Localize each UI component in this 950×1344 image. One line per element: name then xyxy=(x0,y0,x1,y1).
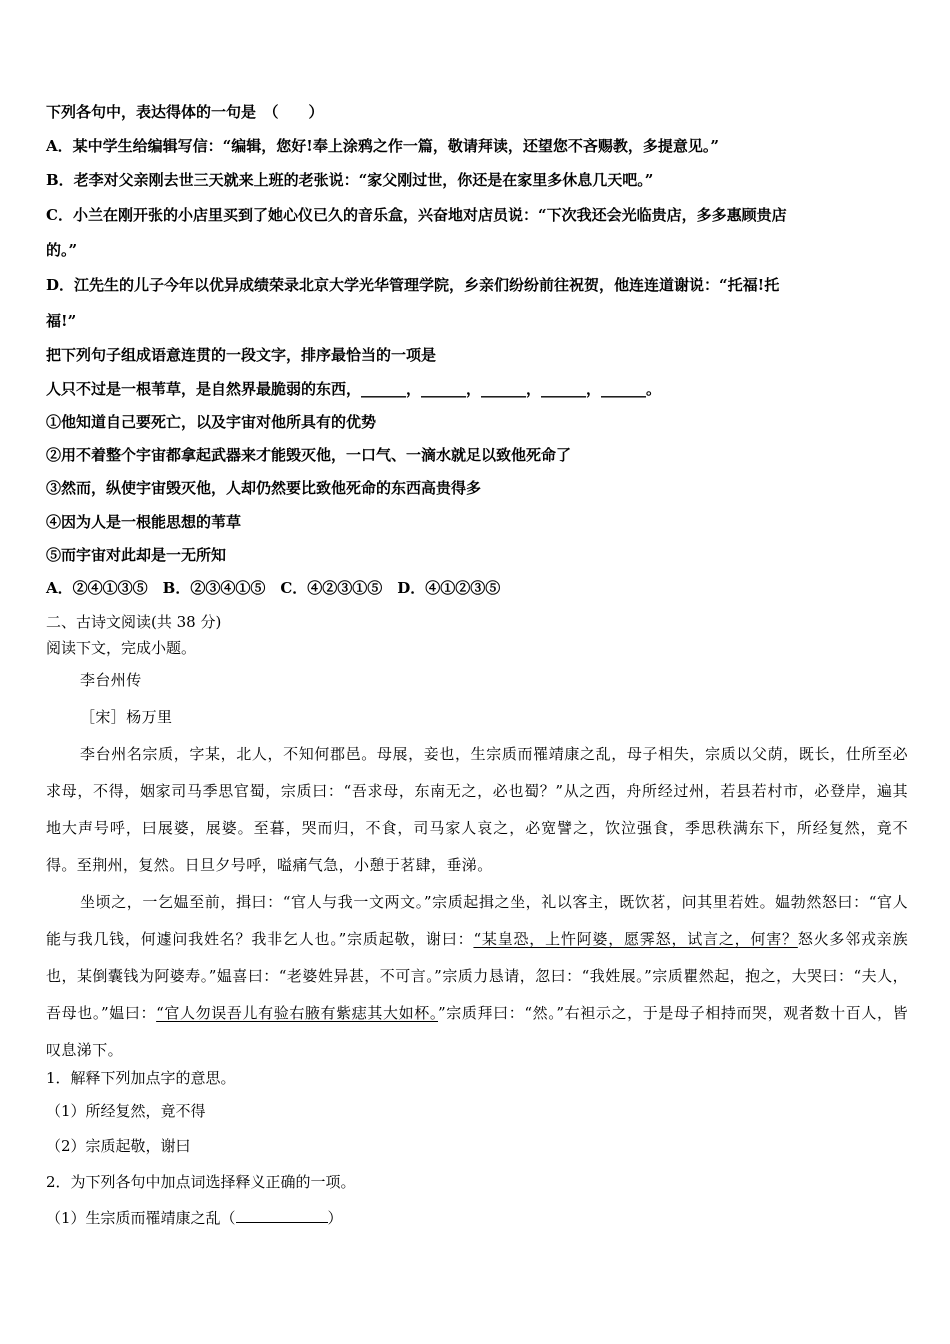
question-2-sub-1 xyxy=(46,1207,916,1228)
question-2-stem: 2．为下列各句中加点词选择释义正确的一项。 xyxy=(46,1173,356,1191)
passage-title: 李台州传 xyxy=(80,671,142,689)
paragraph-2-text-c: ”宗质拜曰：“然。”右袒示之，于是母子相持而哭，观者数十百人，皆叹息涕下。 xyxy=(46,1004,909,1059)
option-d-line1: D．江先生的儿子今年以优异成绩荣录北京大学光华管理学院，乡亲们纷纷前往祝贺，他连连道谢说：“托福!托 xyxy=(46,276,780,294)
underlined-sentence-2: “官人勿误吾儿有验右腋有紫痣其大如杯。 xyxy=(156,1004,438,1022)
option-b: B．老李对父亲刚去世三天就来上班的老张说：“家父刚过世，你还是在家里多休息几天吧。” xyxy=(46,171,654,189)
order-options: A．②④①③⑤ B．②③④①⑤ C．④②③①⑤ D．④①②③⑤ xyxy=(46,579,501,597)
section2-instruction: 阅读下文，完成小题。 xyxy=(46,639,197,657)
question-2-sub-1-close: ） xyxy=(327,1209,343,1227)
paragraph-2-text-b: 怒火多邻戎亲族也，某倒囊钱为阿婆寿。”媪喜曰：“老婆姓异甚，不可言。”宗质力恳请，忽曰：“我姓展。”宗质瞿然起，抱之，大哭曰：“夫人，吾母也。”媪曰： xyxy=(46,930,908,1022)
paragraph-2-text-a: 坐顷之，一乞媪至前，揖曰：“官人与我一文两文。”宗质起揖之坐，礼以客主，既饮茗，问其里若姓。媪勃然怒曰：“官人能与我几钱，何遽问我姓名？我非乞人也。”宗质起敬，谢曰： xyxy=(46,893,908,948)
question-1-sub-2: （2）宗质起敬，谢曰 xyxy=(46,1137,191,1155)
order-item-4: ④因为人是一根能思想的苇草 xyxy=(46,513,242,531)
section2-heading: 二、古诗文阅读(共 38 分) xyxy=(46,613,222,631)
order-item-3: ③然而，纵使宇宙毁灭他，人却仍然要比致他死命的东西高贵得多 xyxy=(46,479,482,497)
passage-author: ［宋］杨万里 xyxy=(80,708,173,726)
option-d-line2: 福!” xyxy=(46,312,77,330)
question-order-prompt: 人只不过是一根苇草，是自然界最脆弱的东西，______，______，______，______，______。 xyxy=(46,380,662,398)
question-appropriate-stem: 下列各句中，表达得体的一句是 （ ） xyxy=(46,103,324,121)
question-1-stem: 1．解释下列加点字的意思。 xyxy=(46,1069,236,1087)
question-order-stem: 把下列句子组成语意连贯的一段文字，排序最恰当的一项是 xyxy=(46,346,437,364)
question-2-sub-1-text: （1）生宗质而罹靖康之乱（ xyxy=(46,1209,236,1227)
passage xyxy=(46,662,908,1069)
passage-paragraph-2 xyxy=(46,884,908,1069)
passage-paragraph-1: 李台州名宗质，字某，北人，不知何郡邑。母展，妾也，生宗质而罹靖康之乱，母子相失，宗质以父荫，既长，仕所至必求母，不得，姻家司马季思官蜀，宗质曰：“吾求母，东南无之，必也蜀？”从之西，舟所经过州，若县若村市，必登岸，遍其地大声号呼，曰展婆，展婆。至暮，哭而归，不食，司马家人哀之，必宽譬之，饮泣强食，季思秩满东下，所经复然，竟不得。至荆州，复然。日旦夕号呼，嗌痛气急，小憩于茗肆，垂涕。 xyxy=(46,745,908,874)
order-item-2: ②用不着整个宇宙都拿起武器来才能毁灭他，一口气、一滴水就足以致他死命了 xyxy=(46,446,572,464)
order-item-1: ①他知道自己要死亡，以及宇宙对他所具有的优势 xyxy=(46,413,377,431)
option-c-line2: 的。” xyxy=(46,241,78,259)
answer-blank[interactable] xyxy=(236,1207,328,1223)
option-c-line1: C．小兰在刚开张的小店里买到了她心仪已久的音乐盒，兴奋地对店员说：“下次我还会光临贵店，多多惠顾贵店 xyxy=(46,206,787,224)
underlined-sentence-1: “某皇恐，上忤阿婆，愿霁怒，试言之，何害？ xyxy=(473,930,798,948)
order-item-5: ⑤而宇宙对此却是一无所知 xyxy=(46,546,227,564)
question-1-sub-1: （1）所经复然，竟不得 xyxy=(46,1102,206,1120)
option-a: A．某中学生给编辑写信：“编辑，您好!奉上涂鸦之作一篇，敬请拜读，还望您不吝赐教，多提意见。” xyxy=(46,137,719,155)
